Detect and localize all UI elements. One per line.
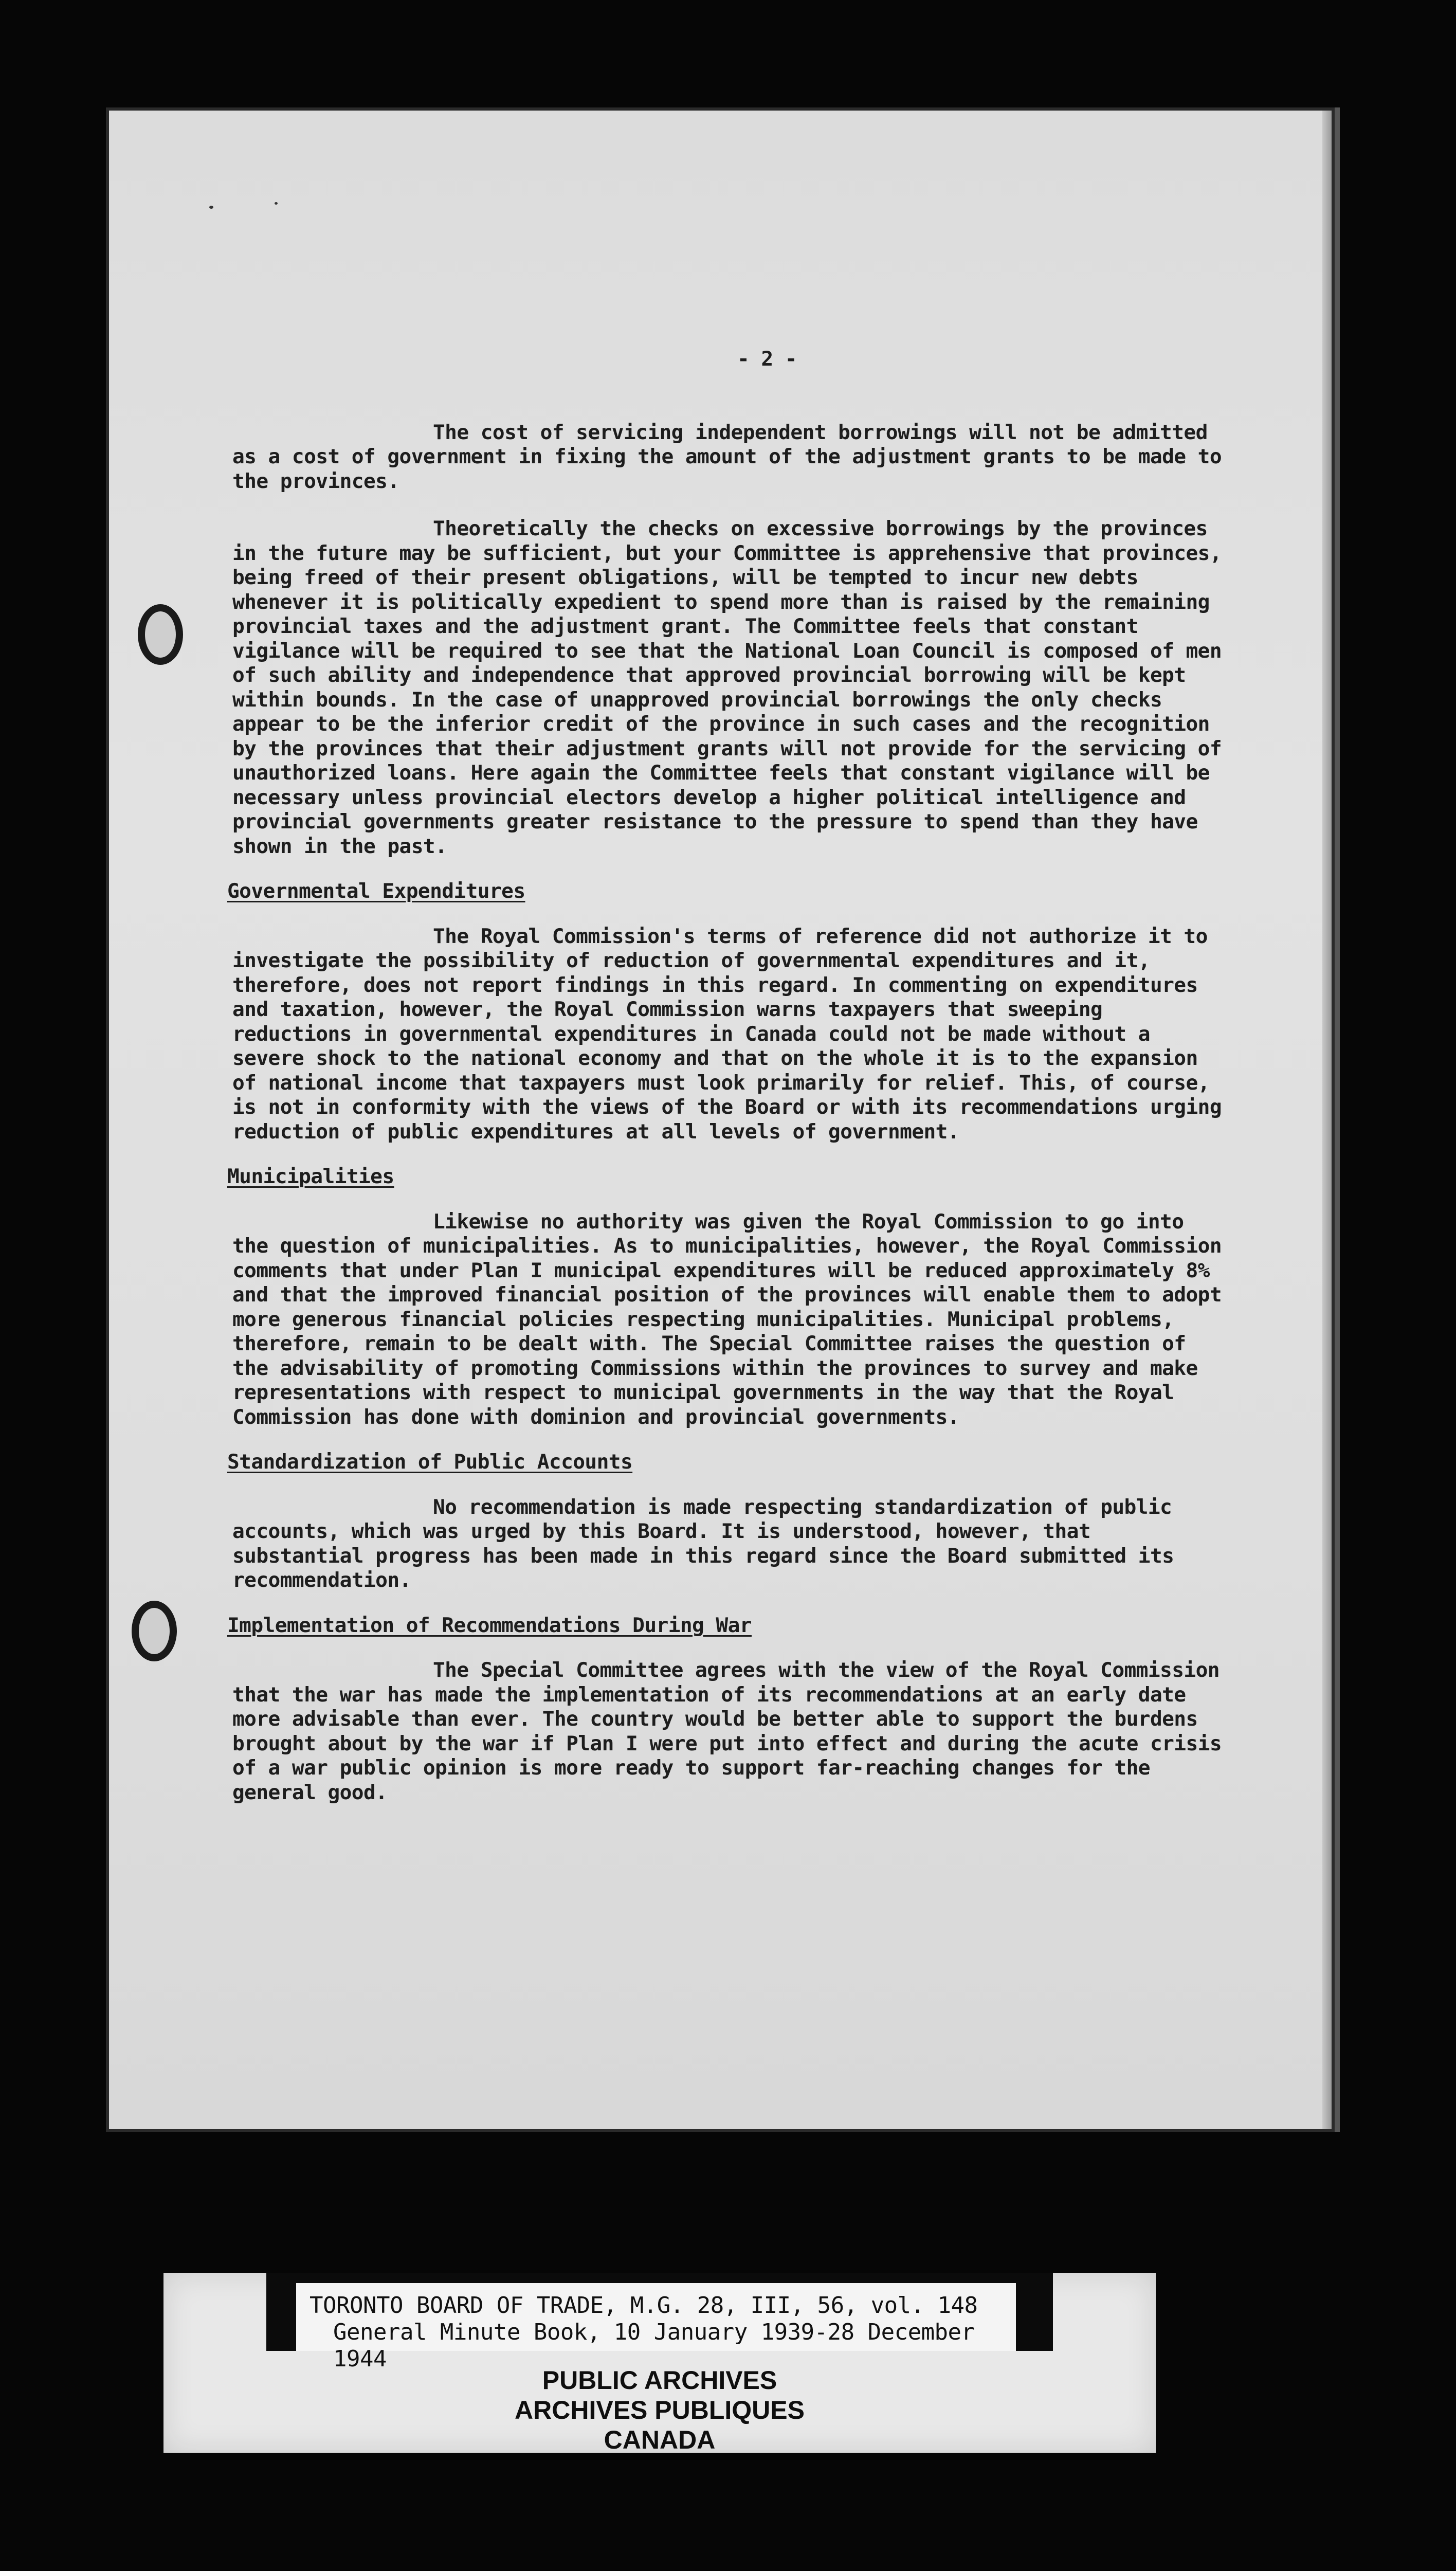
section-heading-governmental-expenditures: Governmental Expenditures [227, 879, 525, 903]
paper-speck [209, 206, 213, 209]
archives-english: PUBLIC ARCHIVES [542, 2366, 777, 2395]
archives-title [163, 2365, 1156, 2455]
page-number: - 2 - [737, 347, 797, 371]
label-reference-line-1: TORONTO BOARD OF TRADE, M.G. 28, III, 56, vol. 148 [310, 2292, 978, 2319]
intro-paragraph-2: Theoretically the checks on excessive borrowings by the provinces in the future may be sufficient, but your Committee is apprehensive that provinces, being freed of their present obligations, will be tempted to incur new debts whenever it is politically expedient to spend more than is raised by the remaining provincial taxes and the adjustment grant. The Committee feels that constant vigilance will be required to see that the National Loan Council is composed of men of such ability and independence that approved provincial borrowing will be kept within bounds. In the case of unapproved provincial borrowings the only checks appear to be the inferior credit of the province in such cases and the recognition by the provinces that their adjustment grants will not provide for the servicing of unauthorized loans. Here again the Committee feels that constant vigilance will be necessary unless provincial electors develop a higher political intelligence and provincial governments greater resistance to the pressure to spend than they have shown in the past. [232, 517, 1222, 858]
archives-country: CANADA [604, 2425, 716, 2454]
section-text-standardization: No recommendation is made respecting standardization of public accounts, which was urged by this Board. It is understood, however, that substantial progress has been made in this regard since the Board submitted its recommendation. [232, 1495, 1174, 1592]
punch-hole-top [138, 604, 183, 665]
page-edge [1322, 111, 1332, 2129]
section-text-implementation: The Special Committee agrees with the view of the Royal Commission that the war has made the implementation of its recommendations at an early date more advisable than ever. The country would be better able to support the burdens brought about by the war if Plan I were put into effect and during the acute crisis of a war public opinion is more ready to support far-reaching changes for the general good. [232, 1658, 1222, 1804]
archive-label [163, 2273, 1156, 2453]
section-text-municipalities: Likewise no authority was given the Royal Commission to go into the question of municipalities. As to municipalities, however, the Royal Commission comments that under Plan I municipal expenditures will be reduced approximately 8% and that the improved financial position of the provinces will enable them to adopt more generous financial policies respecting municipalities. Municipal problems, therefore, remain to be dealt with. The Special Committee raises the question of the advisability of promoting Commissions within the provinces to survey and make representations with respect to municipal governments in the way that the Royal Commission has done with dominion and provincial governments. [232, 1209, 1222, 1429]
punch-hole-bottom [132, 1601, 177, 1661]
label-reference-box [296, 2283, 1016, 2372]
archives-french: ARCHIVES PUBLIQUES [515, 2396, 805, 2424]
paper-speck [275, 202, 278, 205]
label-reference-line-2: General Minute Book, 10 January 1939-28 December 1944 [333, 2319, 975, 2372]
section-heading-standardization: Standardization of Public Accounts [227, 1450, 633, 1474]
document-page [109, 111, 1332, 2129]
document-body [227, 347, 1230, 1805]
section-heading-implementation: Implementation of Recommendations During War [227, 1613, 752, 1637]
section-heading-municipalities: Municipalities [227, 1165, 394, 1188]
intro-paragraph-1: The cost of servicing independent borrowings will not be admitted as a cost of government in fixing the amount of the adjustment grants to be made to the provinces. [232, 420, 1222, 493]
section-text-governmental-expenditures: The Royal Commission's terms of reference did not authorize it to investigate the possibility of reduction of governmental expenditures and it, therefore, does not report findings in this regard. In commenting on expenditures and taxation, however, the Royal Commission warns taxpayers that sweeping reductions in governmental expenditures in Canada could not be made without a severe shock to the national economy and that on the whole it is to the expansion of national income that taxpayers must look primarily for relief. This, of course, is not in conformity with the views of the Board or with its recommendations urging reduction of public expenditures at all levels of government. [232, 924, 1222, 1144]
